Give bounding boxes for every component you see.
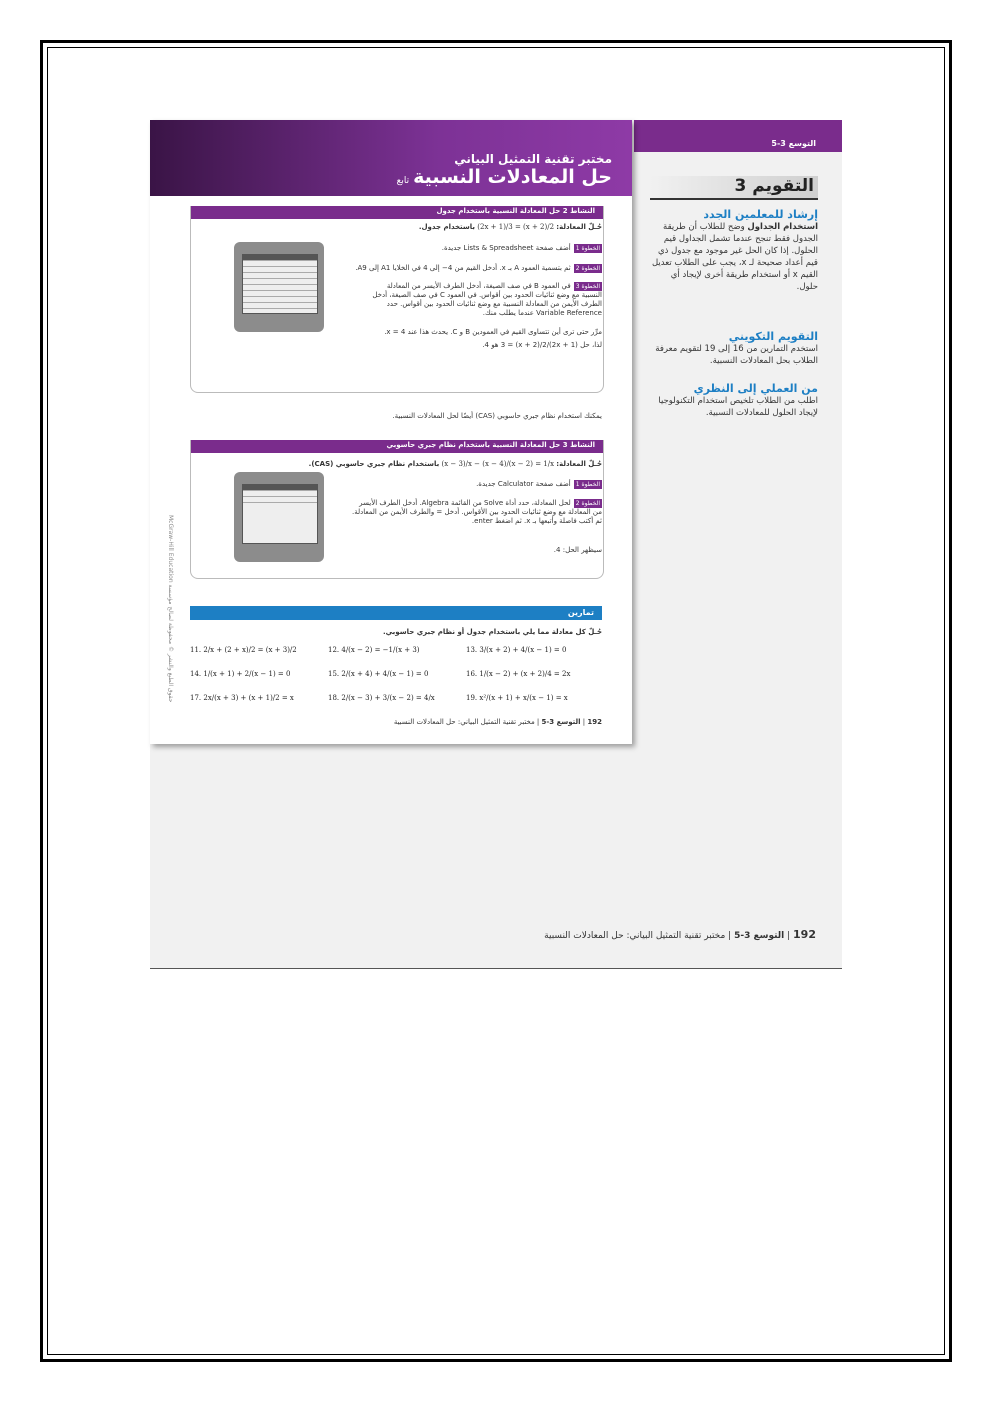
inner-title-small: مختبر تقنية التمثيل البياني [454,152,612,166]
activity-2-step2: الخطوة 2ثم بتسمية العمود A بـ x. أدخل القيم من 4− إلى 4 في الخلايا A1 إلى A9. [355,264,600,272]
side-credit: McGraw-Hill Education حقوق الطبع والنشر © محفوظة لصالح مؤسسة [167,515,174,703]
exercises-head: تمارين [190,606,602,620]
formative-body: استخدم التمارين من 16 إلى 19 لتقويم معرفة الطلاب بحل المعادلات النسبية. [655,344,818,366]
exercise-11: 11. 2/x + (2 + x)/2 = (x + 3)/2 [190,646,297,654]
exercise-13: 13. 3/(x + 2) + 4/(x − 1) = 0 [466,646,567,654]
formative-section [650,330,818,367]
header-band [634,120,842,152]
section-title-box [650,176,818,200]
activity-2-step1: الخطوة 1أضف صفحة Lists & Spreadsheet جديدة. [441,244,600,252]
activity-3-step2: الخطوة 2لحل المعادلة، حدد أداة Solve من القائمة Algebra. أدخل الطرف الأيسر من المعادلة مع وضع ثنائيات الحدود بين الأقواس. أدخل = والطرف الأيمن من المعادلة. ثم أكتب فاصلة وأتبعها بـ x. ثم اضغط enter. [352,499,602,525]
concrete-abstract-body: اطلب من الطلاب تلخيص استخدام التكنولوجيا لإيجاد الحلول للمعادلات النسبية. [658,396,818,418]
concrete-abstract-section [650,382,818,419]
exercise-15: 15. 2/(x + 4) + 4/(x − 1) = 0 [328,670,429,678]
spreadsheet-calculator-image [234,242,324,332]
activity-3-step1: الخطوة 1أضف صفحة Calculator جديدة. [476,480,600,488]
textbook-page [150,120,842,969]
activity-2-conclusion-1: مرِّر حتى ترى أين تتساوى القيم في العمودين B و C. يحدث هذا عند x = 4. [384,328,602,336]
activity-3-result: سيظهر الحل: 4. [553,546,602,554]
new-teachers-section [650,208,818,293]
activity-2-conclusion-2: لذا، حل (2x + 1)/3 = (x + 2)/2 هو 4. [482,341,602,349]
new-teachers-heading: إرشاد للمعلمين الجدد [703,208,818,221]
activity-2-prompt: حُـلّ المعادلة: (2x + 1)/3 = (x + 2)/2 باستخدام جدول. [418,223,602,231]
student-page-thumbnail [150,120,632,744]
exercise-17: 17. 2x/(x + 3) + (x + 1)/2 = x [190,694,294,702]
activity-2-step3: الخطوة 3في العمود B في صف الصيغة، أدخل الطرف الأيسر من المعادلة النسبية مع وضع ثنائيات الحدود بين أقواس. في العمود C في صف الصيغة، أدخل الطرف الأيمن من المعادلة النسبية مع وضع ثنائيات الحدود بين أقواس. حدد Variable Reference عندما يطلب منك. [372,282,602,317]
new-teachers-body: استخدام الجداول وضح للطلاب أن طريقة الجدول فقط تنجح عندما تشمل الجداول قيم الحلول. إذا كان الحل غير موجود مع جدول ذي قيم أعداد صحيحة لـ x، يجب على الطلاب تعديل القيم x أو استخدام طريقة أخرى لإيجاد أي حلول. [651,222,818,292]
activity-3-prompt: حُـلّ المعادلة: (x − 3)/x − (x − 4)/(x − 2) = 1/x باستخدام نظام جبري حاسوبي (CAS). [308,460,602,468]
formative-heading: التقويم التكويني [728,330,818,343]
activity-2-head: النشاط 2 حل المعادلة النسبية باستخدام جدول [191,206,603,219]
cas-calculator-image [234,472,324,562]
activity-2-equation: (2x + 1)/3 = (x + 2)/2 [477,223,555,231]
inner-footer: 192 | التوسع 3-5 | مختبر تقنية التمثيل البياني: حل المعادلات النسبية [393,718,602,726]
page-footer: 192 | التوسع 3-5 | مختبر تقنية التمثيل البياني: حل المعادلات النسبية [544,928,816,941]
section-title: 3 التقويم [734,176,814,196]
activity-3-head: النشاط 3 حل المعادلة النسبية باستخدام نظام جبري حاسوبي [191,440,603,453]
activity-3-equation: (x − 3)/x − (x − 4)/(x − 2) = 1/x [441,460,555,468]
exercise-14: 14. 1/(x + 1) + 2/(x − 1) = 0 [190,670,291,678]
inner-title-band [150,120,632,196]
band-tag: التوسع 3-5 [771,139,816,148]
cas-note: يمكنك استخدام نظام جبري حاسوبي (CAS) أيضًا لحل المعادلات النسبية. [392,412,602,420]
inner-title-big: حل المعادلات النسبيةتابع [396,166,612,188]
exercise-19: 19. x²/(x + 1) + x/(x − 1) = x [466,694,568,702]
exercises-instruction: حُـلّ كل معادلة مما يلي باستخدام جدول أو نظام جبري حاسوبي. [382,628,602,636]
concrete-abstract-heading: من العملي إلى النظري [693,382,818,395]
exercise-16: 16. 1/(x − 2) + (x + 2)/4 = 2x [466,670,571,678]
exercise-12: 12. 4/(x − 2) = −1/(x + 3) [328,646,420,654]
exercise-18: 18. 2/(x − 3) + 3/(x − 2) = 4/x [328,694,435,702]
